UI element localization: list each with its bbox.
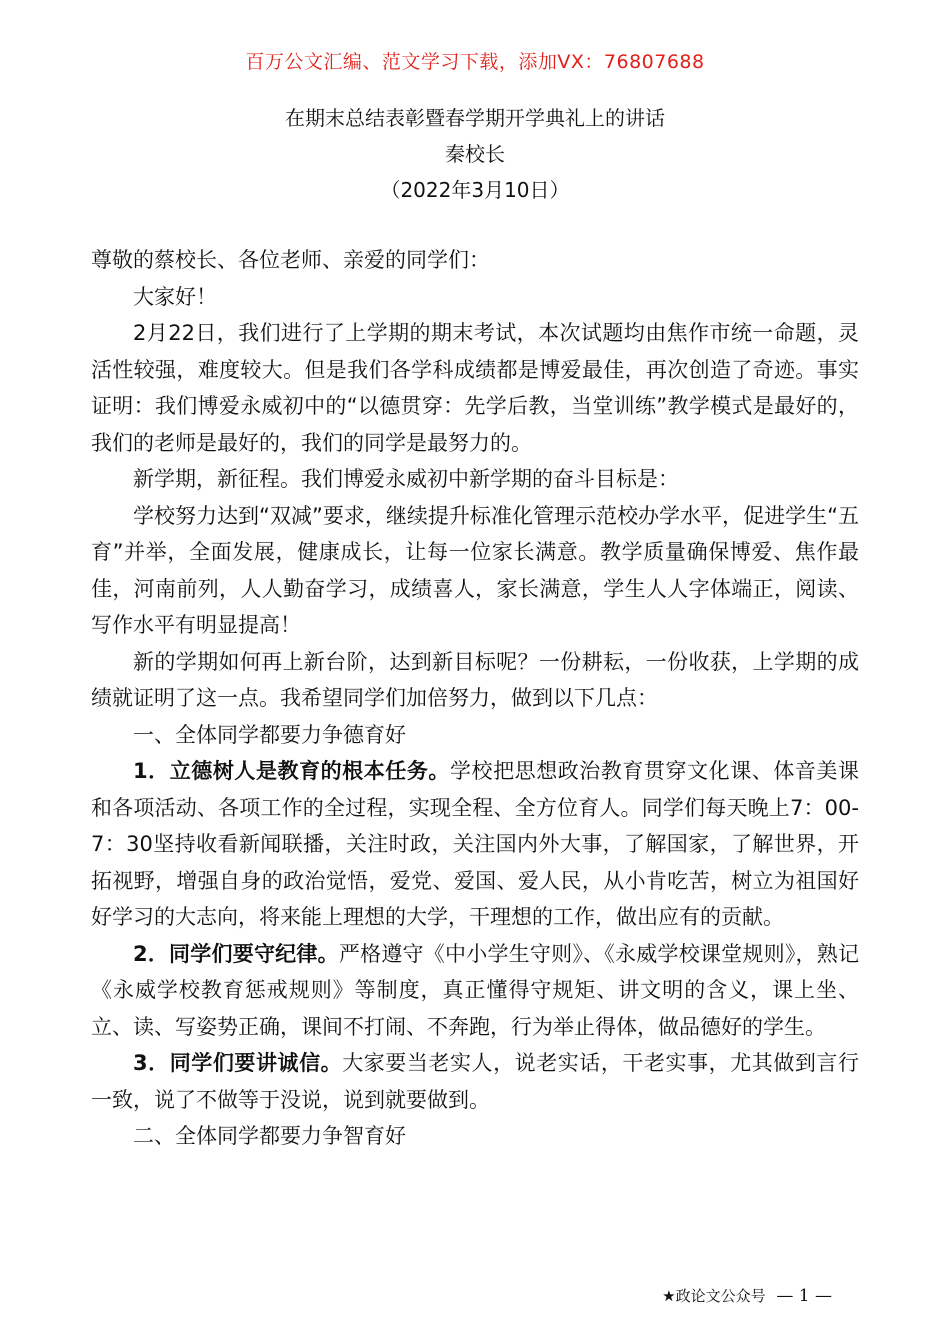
section-heading-intellectual: 二、全体同学都要力争智育好 bbox=[133, 1124, 406, 1148]
paragraph-exam-results: 2月22日，我们进行了上学期的期末考试，本次试题均由焦作市统一命题，灵活性较强，难度较大。但是我们各学科成绩都是博爱最佳，再次创造了奇迹。事实证明：我们博爱永威初中的“以德贯穿：先学后教，当堂训练”教学模式是最好的，我们的老师是最好的，我们的同学是最努力的。 bbox=[91, 321, 859, 455]
list-item-heading: 1．立德树人是教育的根本任务。 bbox=[133, 759, 450, 783]
footer-source: ★政论文公众号 bbox=[662, 1287, 766, 1305]
date-line: （2022年3月10日） bbox=[380, 178, 570, 202]
document-body bbox=[91, 242, 859, 1155]
salutation: 尊敬的蔡校长、各位老师、亲爱的同学们： bbox=[91, 248, 490, 272]
list-item bbox=[91, 1045, 859, 1118]
author-line: 秦校长 bbox=[445, 142, 505, 166]
section-heading-moral: 一、全体同学都要力争德育好 bbox=[133, 722, 406, 747]
list-item-text: 严格遵守《中小学生守则》、《永威学校课堂规则》，熟记《永威学校教育惩戒规则》等制度，真正懂得守规矩、讲文明的含义，课上坐、立、读、写姿势正确，课间不打闹、不奔跑，行为举止得体，做品德好的学生。 bbox=[91, 941, 859, 1039]
header-advertisement: 百万公文汇编、范文学习下载，添加VX：76807688 bbox=[245, 51, 705, 73]
paragraph-goals: 学校努力达到“双减”要求，继续提升标准化管理示范校办学水平，促进学生“五育”并举，全面发展，健康成长，让每一位家长满意。教学质量确保博爱、焦作最佳，河南前列，人人勤奋学习，成绩喜人，家长满意，学生人人字体端正，阅读、写作水平有明显提高！ bbox=[91, 503, 859, 637]
title-block bbox=[0, 100, 950, 208]
list-item-text: 大家要当老实人，说老实话，干老实事，尤其做到言行一致，说了不做等于没说，说到就要做到。 bbox=[91, 1051, 859, 1112]
paragraph-new-term: 新学期，新征程。我们博爱永威初中新学期的奋斗目标是： bbox=[133, 467, 679, 491]
list-item-text: 学校把思想政治教育贯穿文化课、体音美课和各项活动、各项工作的全过程，实现全程、全方位育人。同学们每天晚上7：00-7：30坚持收看新闻联播，关注时政，关注国内外大事，了解国家，了解世界，开拓视野，增强自身的政治觉悟，爱党、爱国、爱人民，从小肯吃苦，树立为祖国好好学习的大志向，将来能上理想的大学，干理想的工作，做出应有的贡献。 bbox=[91, 759, 859, 929]
list-item-heading: 3．同学们要讲诚信。 bbox=[133, 1051, 343, 1075]
list-item bbox=[91, 753, 859, 936]
document-title: 在期末总结表彰暨春学期开学典礼上的讲话 bbox=[285, 106, 665, 130]
page-number: — 1 — bbox=[776, 1286, 832, 1306]
list-item-heading: 2．同学们要守纪律。 bbox=[133, 941, 339, 966]
paragraph-requirements: 新的学期如何再上新台阶，达到新目标呢？一份耕耘，一份收获，上学期的成绩就证明了这一点。我希望同学们加倍努力，做到以下几点： bbox=[91, 649, 859, 710]
page-footer bbox=[662, 1285, 832, 1306]
greeting: 大家好！ bbox=[133, 284, 217, 309]
list-item bbox=[91, 936, 859, 1046]
